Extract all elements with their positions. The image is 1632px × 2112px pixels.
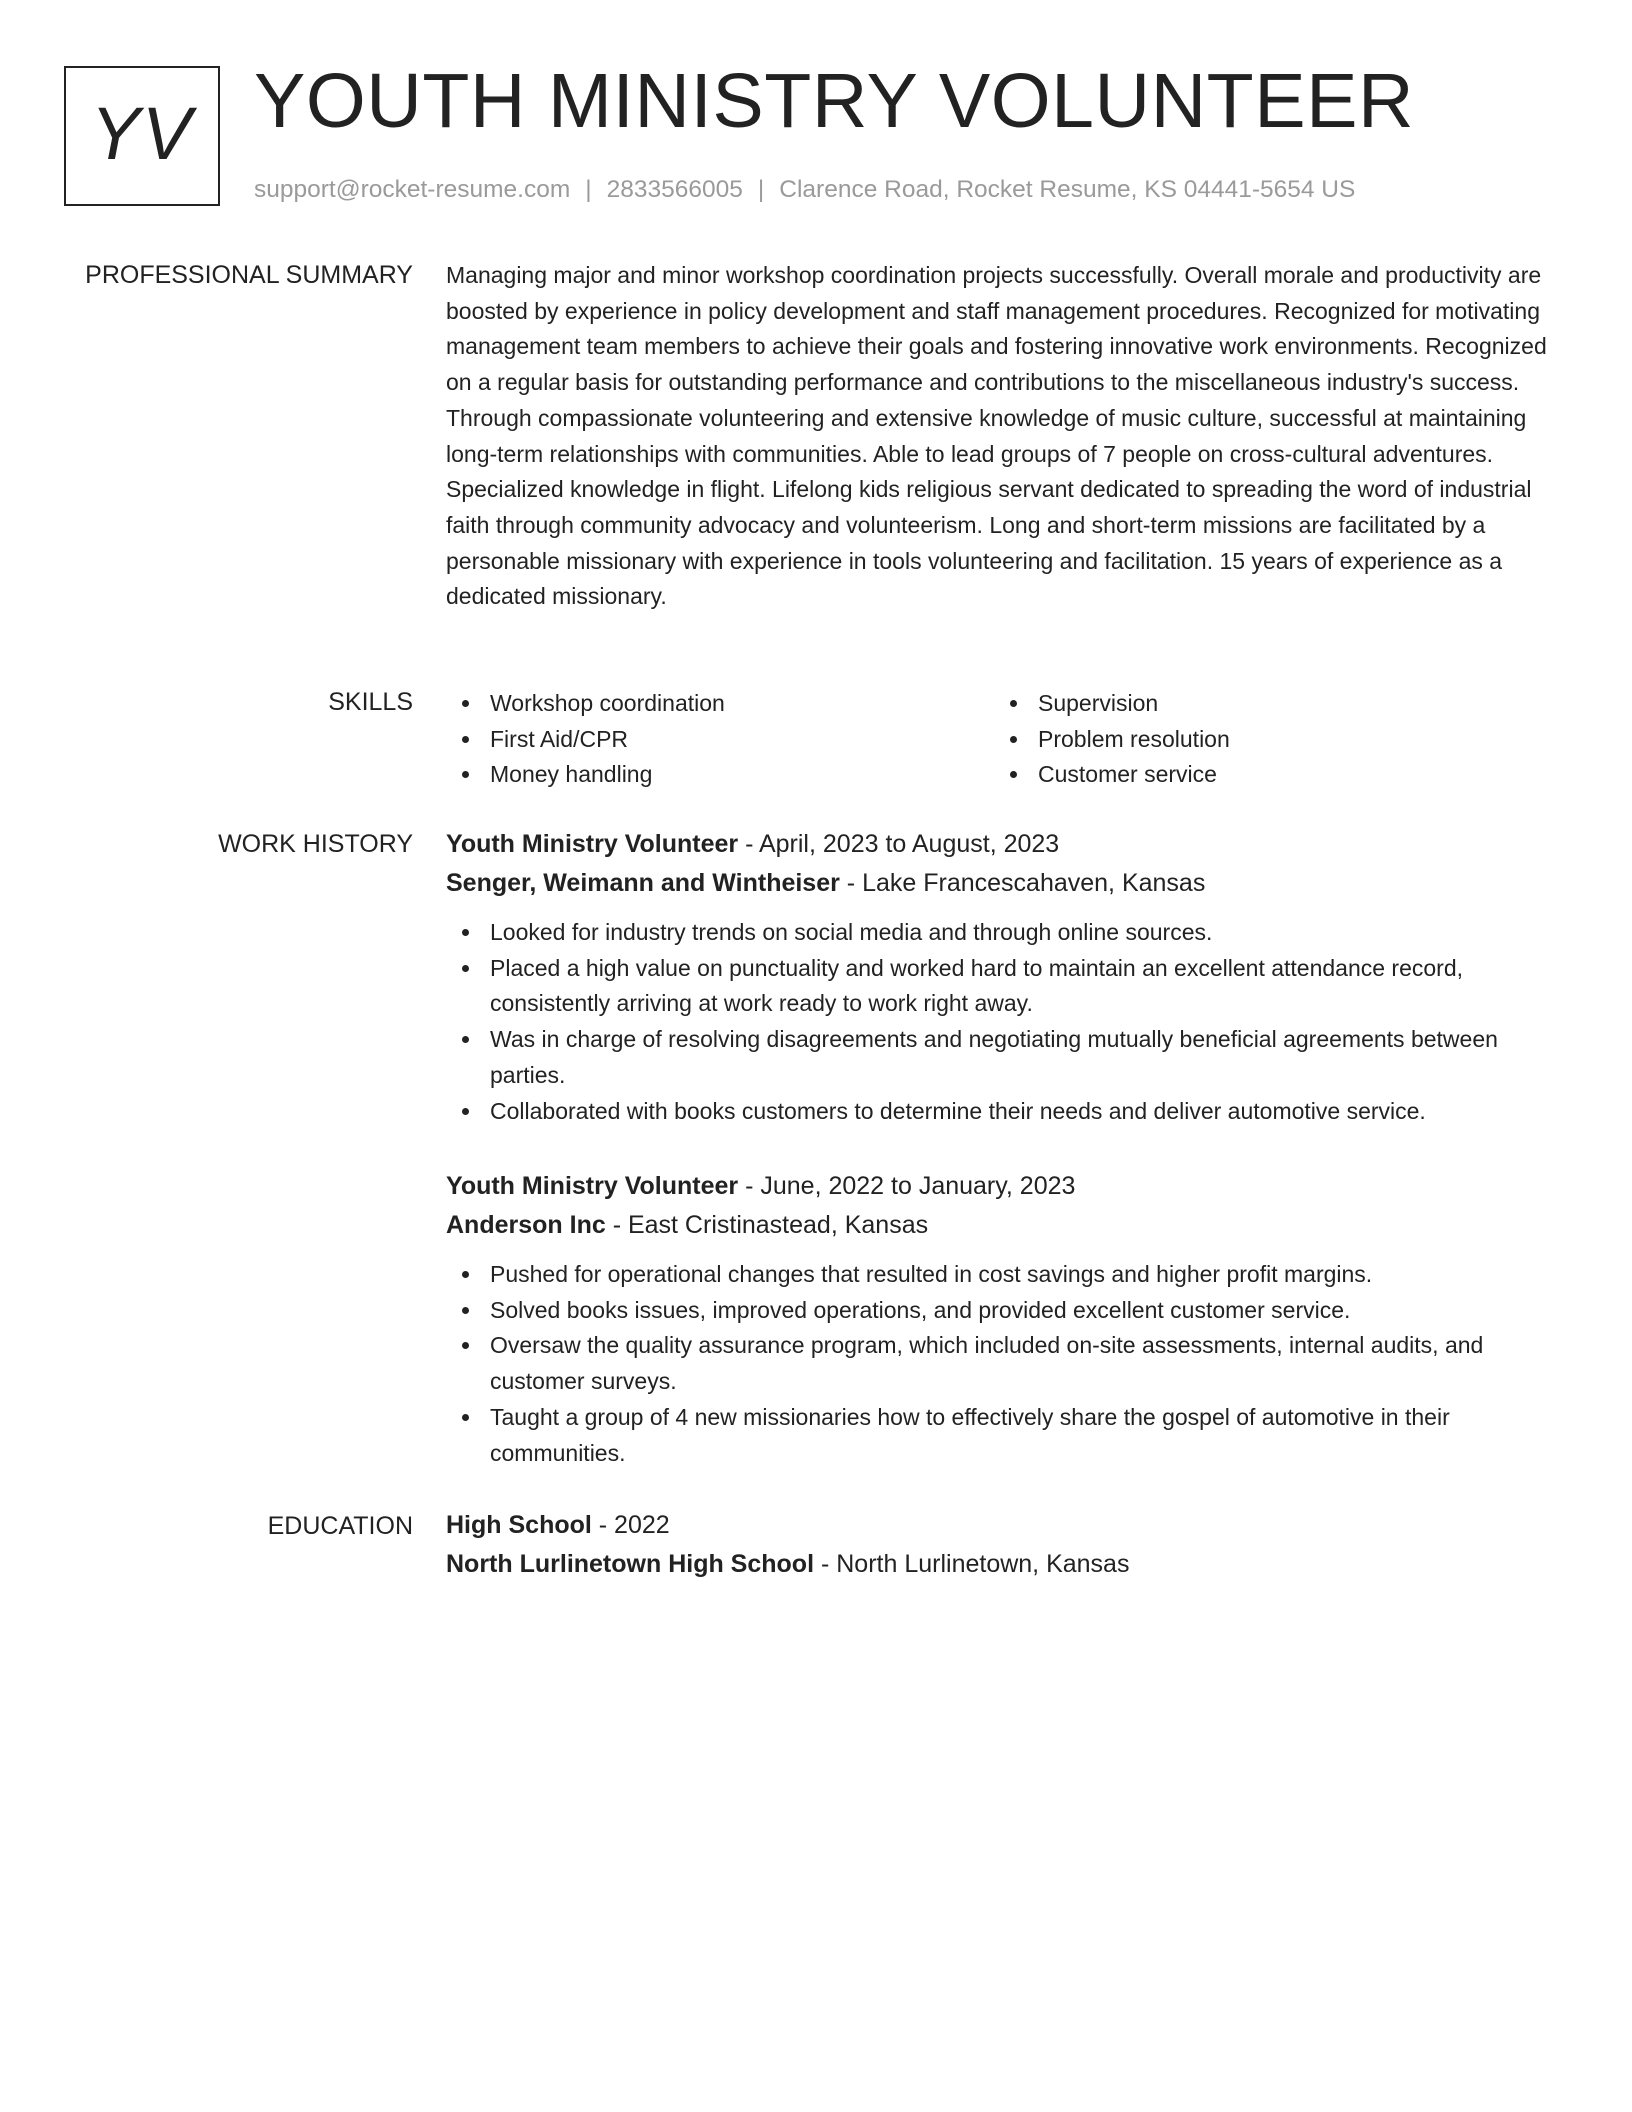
section-label-summary: PROFESSIONAL SUMMARY — [85, 261, 413, 289]
job-location: - East Cristinastead, Kansas — [605, 1211, 929, 1239]
education-school: North Lurlinetown High School — [446, 1550, 815, 1578]
skill-item: Problem resolution — [994, 722, 1542, 758]
education-school-line — [446, 1545, 1562, 1584]
job-bullet: Looked for industry trends on social media and through online sources. — [446, 915, 1562, 951]
job-bullet: Placed a high value on punctuality and worked hard to maintain an excellent attendance record, consistently arriving at work ready to work right away. — [446, 951, 1562, 1022]
candidate-name: YOUTH MINISTRY VOLUNTEER — [254, 58, 1415, 144]
contact-phone: 2833566005 — [606, 176, 743, 203]
job-bullets — [446, 915, 1562, 1129]
education-location: - North Lurlinetown, Kansas — [814, 1550, 1130, 1578]
job-company: Anderson Inc — [446, 1211, 606, 1239]
contact-separator: | — [585, 176, 592, 203]
education-degree: High School — [446, 1511, 592, 1539]
section-label-skills: SKILLS — [328, 688, 413, 716]
job-company: Senger, Weimann and Wintheiser — [446, 869, 840, 897]
skill-item: Money handling — [446, 757, 994, 793]
job-title-line — [446, 825, 1562, 864]
contact-line — [254, 174, 1355, 206]
job-bullet: Oversaw the quality assurance program, which included on-site assessments, internal audits, and customer surveys. — [446, 1328, 1562, 1399]
monogram-box — [64, 66, 220, 206]
contact-address: Clarence Road, Rocket Resume, KS 04441-5654 US — [779, 176, 1356, 203]
job-location: - Lake Francescahaven, Kansas — [839, 869, 1206, 897]
skills-column-left — [446, 686, 994, 793]
contact-email: support@rocket-resume.com — [254, 176, 571, 203]
section-label-work-history: WORK HISTORY — [218, 830, 413, 858]
education-entry — [446, 1506, 1562, 1584]
section-label-education: EDUCATION — [267, 1512, 413, 1540]
job-dates: - April, 2023 to August, 2023 — [738, 830, 1060, 858]
job-company-line — [446, 1206, 1562, 1245]
skills-column-right — [994, 686, 1542, 793]
job-bullet: Collaborated with books customers to determine their needs and deliver automotive service. — [446, 1094, 1562, 1130]
job-dates: - June, 2022 to January, 2023 — [738, 1172, 1076, 1200]
education-degree-line — [446, 1506, 1562, 1545]
skill-item: Customer service — [994, 757, 1542, 793]
contact-separator: | — [757, 176, 765, 203]
job-bullet: Taught a group of 4 new missionaries how to effectively share the gospel of automotive in their communities. — [446, 1400, 1562, 1471]
education-year: - 2022 — [591, 1511, 670, 1539]
job-bullet: Solved books issues, improved operations, and provided excellent customer service. — [446, 1293, 1562, 1329]
skill-item: Workshop coordination — [446, 686, 994, 722]
job-title-line — [446, 1167, 1562, 1206]
monogram-initials: YV — [90, 91, 194, 175]
job-company-line — [446, 864, 1562, 903]
skill-item: Supervision — [994, 686, 1542, 722]
job-title: Youth Ministry Volunteer — [446, 1172, 739, 1200]
skill-item: First Aid/CPR — [446, 722, 994, 758]
job-bullet: Pushed for operational changes that resulted in cost savings and higher profit margins. — [446, 1257, 1562, 1293]
job-bullets — [446, 1257, 1562, 1471]
job-entry — [446, 1167, 1562, 1471]
job-bullet: Was in charge of resolving disagreements and negotiating mutually beneficial agreements between parties. — [446, 1022, 1562, 1093]
job-entry — [446, 825, 1562, 1129]
summary-text: Managing major and minor workshop coordination projects successfully. Overall morale and productivity are boosted by experience in policy development and staff management procedures. Recognized for motivating management team members to achieve their goals and fostering innovative work environments. Recognized on a regular basis for outstanding performance and contributions to the miscellaneous industry's success. Through compassionate volunteering and extensive knowledge of music culture, successful at maintaining long-term relationships with communities. Able to lead groups of 7 people on cross-cultural adventures. Specialized knowledge in flight. Lifelong kids religious servant dedicated to spreading the word of industrial faith through community advocacy and volunteerism. Long and short-term missions are facilitated by a personable missionary with experience in tools volunteering and facilitation. 15 years of experience as a dedicated missionary. — [446, 262, 1547, 610]
skills-list — [446, 686, 1562, 793]
job-title: Youth Ministry Volunteer — [446, 830, 739, 858]
